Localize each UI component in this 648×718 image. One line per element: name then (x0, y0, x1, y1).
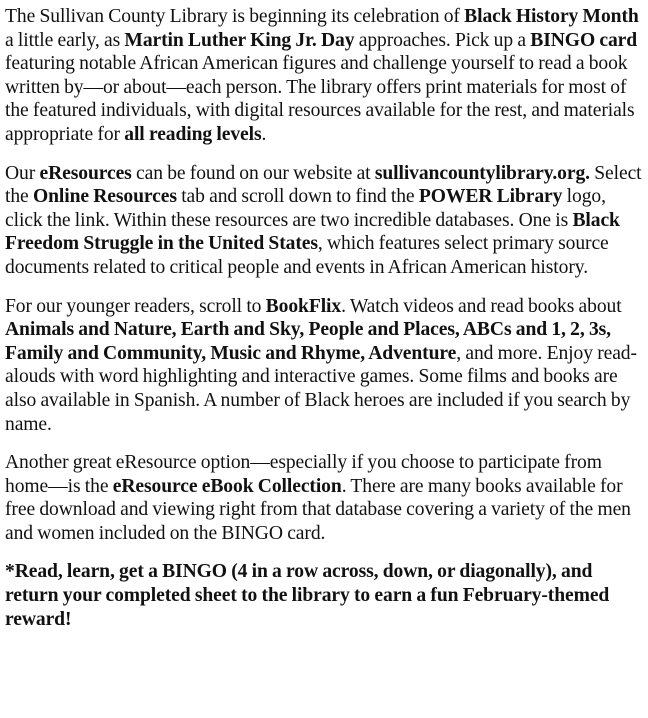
eresources-bold-website: sullivancountylibrary.org. (374, 162, 590, 184)
bookflix-text: For our younger readers, scroll to (5, 295, 266, 317)
eresources-text: tab and scroll down to find the (176, 186, 419, 208)
intro-bold-all-reading-levels: all reading levels (124, 123, 262, 145)
intro-text: The Sullivan County Library is beginning its celebration of (5, 6, 465, 27)
eresources-text: logo, click the link. Within these resources are two incredible databases. One is (5, 186, 606, 231)
eresources-text: can be found on our website at (131, 162, 375, 184)
intro-bold-mlk-day: Martin Luther King Jr. Day (124, 29, 355, 51)
callout-paragraph (5, 560, 644, 631)
eresources-text: , which features select primary source documents related to critical people and events in African American history. (5, 233, 609, 278)
intro-bold-bingo-card: BINGO card (530, 29, 638, 51)
eresources-bold-black-freedom-struggle: Black Freedom Struggle in the United States (5, 209, 620, 255)
intro-text: featuring notable African American figures and challenge yourself to read a book written by—or about—each person. The library offers print materials for most of the featured individuals, with digital resources available for the rest, and materials appropriate for (5, 53, 635, 145)
bookflix-bold-bookflix: BookFlix (265, 295, 342, 317)
intro-text: a little early, as (5, 29, 125, 51)
eresources-bold-eresources: eResources (39, 162, 132, 184)
eresources-bold-power-library: POWER Library (418, 186, 563, 208)
intro-bold-black-history-month: Black History Month (464, 6, 639, 27)
ebook-bold-ebook-collection: eResource eBook Collection (112, 475, 342, 497)
bookflix-paragraph (5, 295, 644, 437)
bookflix-text: , and more. Enjoy read-alouds with word highlighting and interactive games. Some films and books are also available in Spanish. A number of Black heroes are included if you search by name. (5, 342, 637, 435)
ebook-text: Another great eResource option—especially if you choose to participate from home—is the (5, 452, 602, 497)
bookflix-text: . Watch videos and read books about (341, 295, 622, 317)
callout-text: *Read, learn, get a BINGO (4 in a row across, down, or diagonally), and return your completed sheet to the library to earn a fun February-themed reward! (5, 561, 610, 630)
eresources-paragraph (5, 162, 644, 280)
intro-text: . (261, 123, 267, 145)
eresources-text: Our (5, 162, 40, 184)
intro-text: approaches. Pick up a (354, 29, 531, 51)
ebook-text: . There are many books available for free download and viewing right from that database covering a variety of the men and women included on the BINGO card. (5, 475, 631, 544)
eresources-bold-online-resources: Online Resources (32, 186, 177, 208)
bookflix-bold-categories: Animals and Nature, Earth and Sky, People and Places, ABCs and 1, 2, 3s, Family and Community, Music and Rhyme, Adventure (5, 319, 611, 364)
intro-paragraph (5, 5, 644, 147)
ebook-paragraph (5, 451, 644, 545)
eresources-text: Select the (5, 162, 642, 208)
